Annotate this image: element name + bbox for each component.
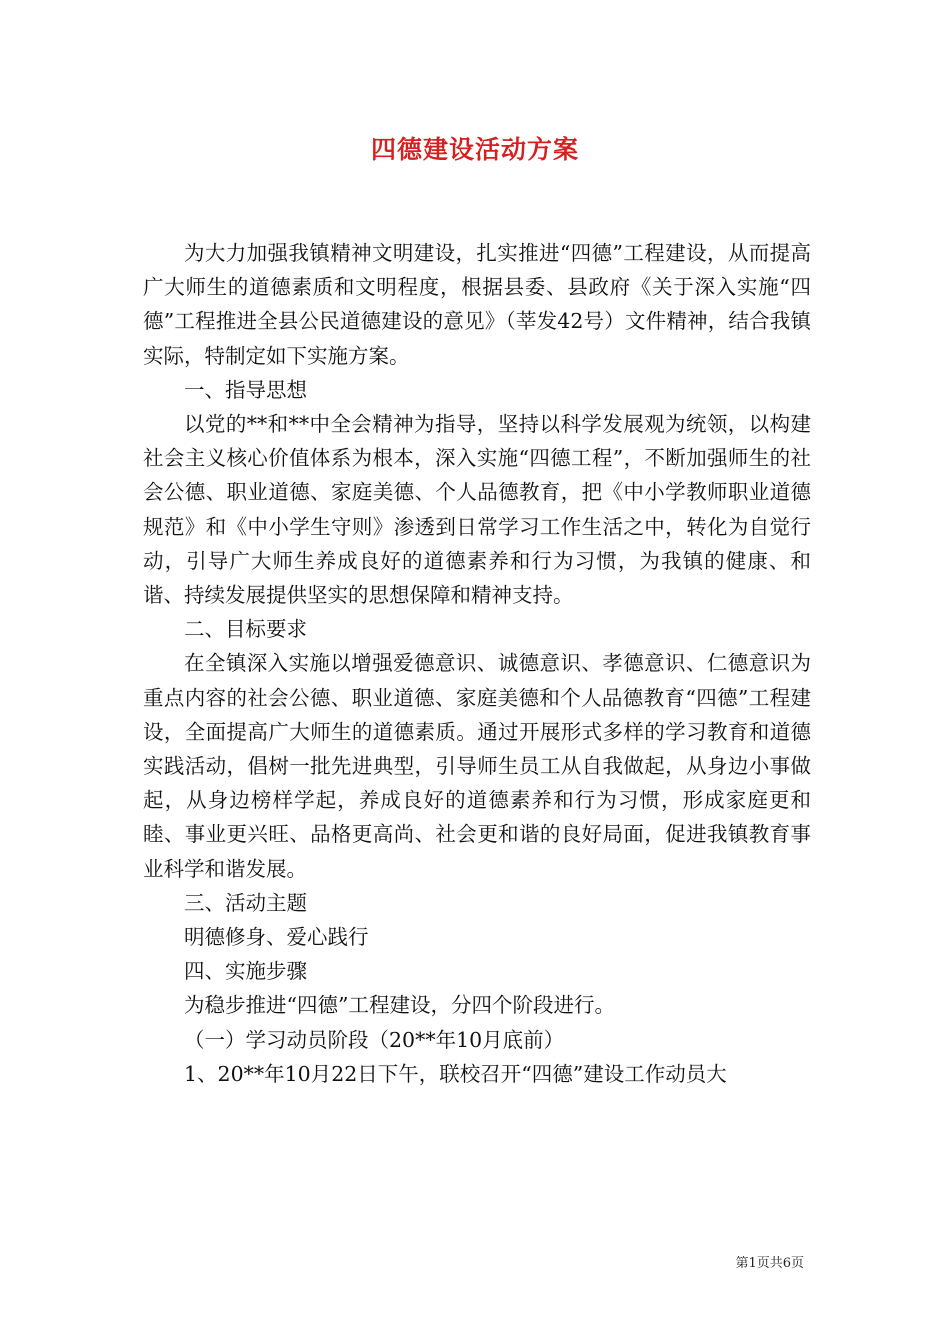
paragraph-goals: 在全镇深入实施以增强爱德意识、诚德意识、孝德意识、仁德意识为重点内容的社会公德、职业道德、家庭美德和个人品德教育“四德”工程建设，全面提高广大师生的道德素质。通过开展形式多样的学习教育和道德实践活动，倡树一批先进典型，引导师生员工从自我做起，从身边小事做起，从身边榜样学起，养成良好的道德素养和行为习惯，形成家庭更和睦、事业更兴旺、品格更高尚、社会更和谐的良好局面，促进我镇教育事业科学和谐发展。: [143, 651, 811, 881]
document-body: [143, 236, 811, 1091]
paragraph-guiding-ideology: 以党的**和**中全会精神为指导，坚持以科学发展观为统领，以构建社会主义核心价值体系为根本，深入实施“四德工程”，不断加强师生的社会公德、职业道德、家庭美德、个人品德教育，把《中小学教师职业道德规范》和《中小学生守则》渗透到日常学习工作生活之中，转化为自觉行动，引导广大师生养成良好的道德素养和行为习惯，为我镇的健康、和谐、持续发展提供坚实的思想保障和精神支持。: [143, 412, 811, 608]
paragraph-stage-one-item: 1、20**年10月22日下午，联校召开“四德”建设工作动员大: [184, 1061, 727, 1086]
document-title: 四德建设活动方案: [370, 135, 579, 164]
heading-steps: 四、实施步骤: [184, 959, 307, 984]
page-indicator: 第1页共6页: [735, 1256, 804, 1271]
heading-guiding-ideology: 一、指导思想: [184, 377, 307, 402]
paragraph-intro: 为大力加强我镇精神文明建设，扎实推进“四德”工程建设，从而提高广大师生的道德素质和文明程度，根据县委、县政府《关于深入实施“四德”工程推进全县公民道德建设的意见》（莘发42号）文件精神，结合我镇实际，特制定如下实施方案。: [143, 241, 811, 368]
subheading-stage-one: （一）学习动员阶段（20**年10月底前）: [184, 1027, 565, 1052]
paragraph-steps-intro: 为稳步推进“四德”工程建设，分四个阶段进行。: [184, 993, 615, 1018]
heading-goals: 二、目标要求: [184, 617, 307, 642]
heading-theme: 三、活动主题: [184, 890, 307, 915]
paragraph-theme: 明德修身、爱心践行: [184, 925, 369, 950]
